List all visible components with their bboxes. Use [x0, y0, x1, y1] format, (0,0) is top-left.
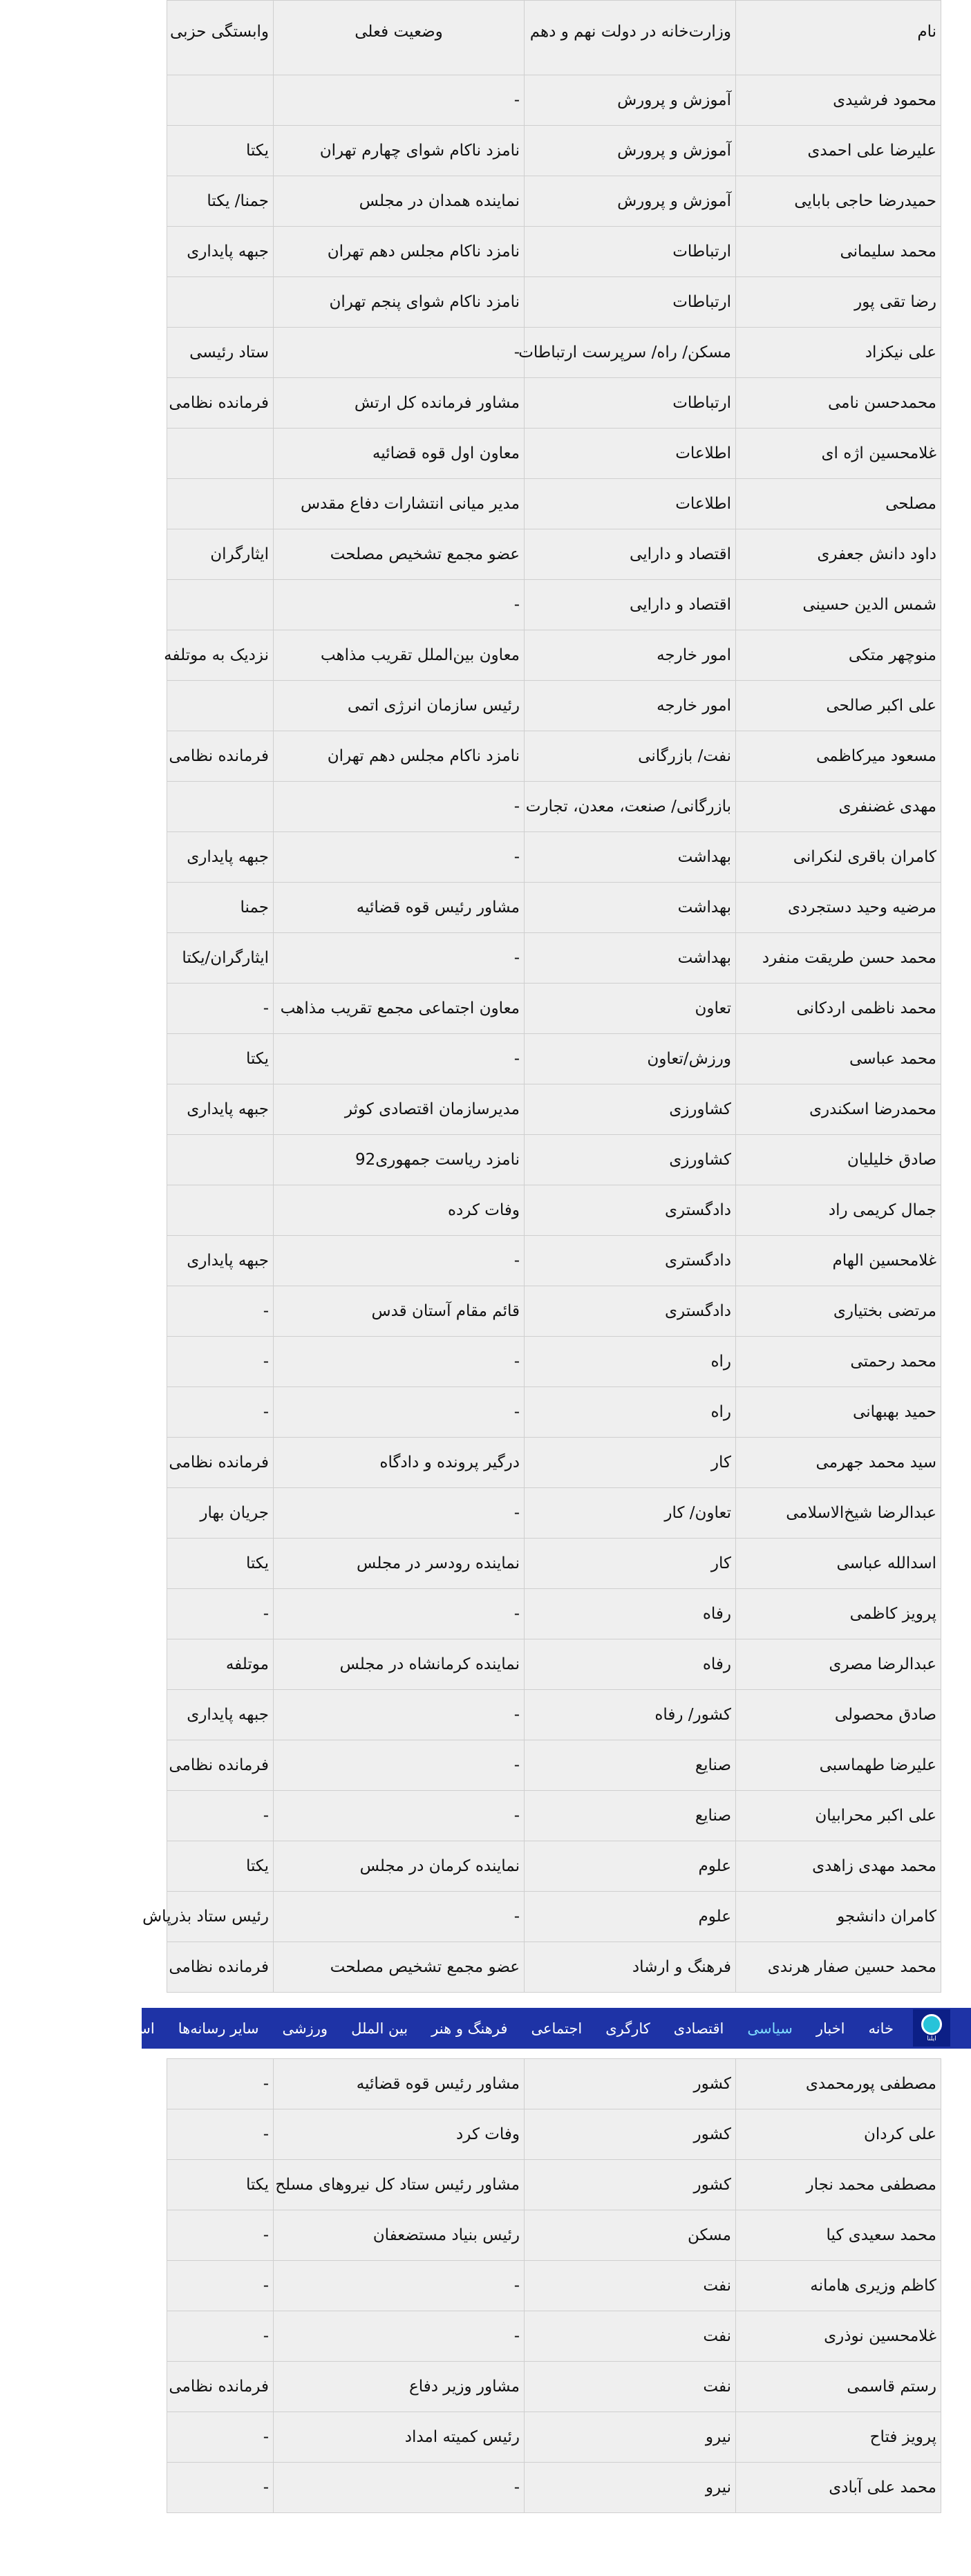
- cell-name: علی اکبر محرابیان: [736, 1791, 941, 1841]
- cell-ministry: بهداشت: [525, 883, 736, 933]
- logo-mark-icon: [921, 2014, 942, 2035]
- cell-ministry: کشور: [525, 2109, 736, 2160]
- table-row: [167, 2362, 941, 2412]
- table-row: [167, 2412, 941, 2463]
- cell-party: -: [167, 1387, 274, 1438]
- cell-name: حمیدرضا حاجی بابایی: [736, 176, 941, 227]
- cell-name: حمید بهبهانی: [736, 1387, 941, 1438]
- cell-party: -: [167, 1791, 274, 1841]
- cell-name: مهدی غضنفری: [736, 782, 941, 832]
- nav-item-1[interactable]: اخبار: [816, 2020, 845, 2037]
- table-lower: [167, 2058, 941, 2513]
- cell-party: -: [167, 984, 274, 1034]
- table-row: [167, 277, 941, 328]
- cell-ministry: کار: [525, 1438, 736, 1488]
- cell-name: داود دانش جعفری: [736, 529, 941, 580]
- table-row: [167, 1084, 941, 1135]
- cell-status: -: [274, 2311, 525, 2362]
- table-row: [167, 782, 941, 832]
- cell-ministry: ورزش/تعاون: [525, 1034, 736, 1084]
- cell-status: مشاور وزیر دفاع: [274, 2362, 525, 2412]
- cell-ministry: آموزش و پرورش: [525, 126, 736, 176]
- cell-name: پرویز فتاح: [736, 2412, 941, 2463]
- cell-party: -: [167, 1589, 274, 1639]
- cell-ministry: اطلاعات: [525, 479, 736, 529]
- table-row: [167, 1438, 941, 1488]
- table-row: [167, 580, 941, 630]
- cell-ministry: علوم: [525, 1841, 736, 1892]
- logo-text: ایلنا: [927, 2035, 936, 2042]
- cell-name: مصطفی محمد نجار: [736, 2160, 941, 2210]
- cell-name: کاظم وزیری هامانه: [736, 2261, 941, 2311]
- cell-status: -: [274, 1488, 525, 1539]
- cell-ministry: بهداشت: [525, 832, 736, 883]
- cell-status: مشاور رئیس ستاد کل نیروهای مسلح: [274, 2160, 525, 2210]
- cell-status: وفات کرد: [274, 2109, 525, 2160]
- cell-status: -: [274, 1034, 525, 1084]
- table-header-row: [167, 1, 941, 75]
- table-row: [167, 1185, 941, 1236]
- cell-ministry: رفاه: [525, 1639, 736, 1690]
- cell-ministry: علوم: [525, 1892, 736, 1942]
- cell-status: معاون اجتماعی مجمع تقریب مذاهب: [274, 984, 525, 1034]
- cell-status: نامزد ریاست جمهوری92: [274, 1135, 525, 1185]
- table-row: [167, 328, 941, 378]
- cell-status: نامزد ناکام شوای پنجم تهران: [274, 277, 525, 328]
- cell-status: نامزد ناکام مجلس دهم تهران: [274, 731, 525, 782]
- cell-ministry: امور خارجه: [525, 681, 736, 731]
- cell-ministry: اقتصاد و دارایی: [525, 529, 736, 580]
- cell-name: رستم قاسمی: [736, 2362, 941, 2412]
- cell-status: -: [274, 1589, 525, 1639]
- cell-name: محمد سعیدی کیا: [736, 2210, 941, 2261]
- nav-item-6[interactable]: فرهنگ و هنر: [431, 2020, 508, 2037]
- cell-ministry: بهداشت: [525, 933, 736, 984]
- cell-status: معاون بین‌الملل تقریب مذاهب: [274, 630, 525, 681]
- table-row: [167, 1034, 941, 1084]
- cell-party: [167, 1185, 274, 1236]
- cell-ministry: صنایع: [525, 1791, 736, 1841]
- cell-name: غلامحسین اژه ای: [736, 429, 941, 479]
- cell-party: فرمانده نظامی: [167, 1740, 274, 1791]
- cell-status: نماینده کرمانشاه در مجلس: [274, 1639, 525, 1690]
- cell-name: صادق محصولی: [736, 1690, 941, 1740]
- table-row: [167, 1387, 941, 1438]
- cell-name: محمد رحمتی: [736, 1337, 941, 1387]
- cell-status: نماینده همدان در مجلس: [274, 176, 525, 227]
- cell-ministry: بازرگانی/ صنعت، معدن، تجارت: [525, 782, 736, 832]
- cell-party: یکتا: [167, 1539, 274, 1589]
- cell-ministry: مسکن: [525, 2210, 736, 2261]
- table-row: [167, 479, 941, 529]
- cell-name: مسعود میرکاظمی: [736, 731, 941, 782]
- cell-status: مدیر میانی انتشارات دفاع مقدس: [274, 479, 525, 529]
- table-row: [167, 1791, 941, 1841]
- table-row: [167, 2059, 941, 2109]
- cell-ministry: نفت: [525, 2261, 736, 2311]
- cell-name: محمد سلیمانی: [736, 227, 941, 277]
- cell-status: مدیرسازمان اقتصادی کوثر: [274, 1084, 525, 1135]
- cell-party: یکتا: [167, 126, 274, 176]
- cell-party: جبهه پایداری: [167, 227, 274, 277]
- site-navbar: [11, 2008, 971, 2049]
- table-row: [167, 1740, 941, 1791]
- cell-status: -: [274, 1690, 525, 1740]
- cell-status: -: [274, 2463, 525, 2513]
- table-row: [167, 731, 941, 782]
- cell-ministry: نفت/ بازرگانی: [525, 731, 736, 782]
- cell-party: -: [167, 1337, 274, 1387]
- cell-ministry: نیرو: [525, 2463, 736, 2513]
- nav-item-0[interactable]: خانه: [868, 2020, 894, 2037]
- cell-name: غلامحسین الهام: [736, 1236, 941, 1286]
- nav-item-5[interactable]: اجتماعی: [531, 2020, 583, 2037]
- cell-party: جمنا: [167, 883, 274, 933]
- table-row: [167, 1337, 941, 1387]
- cell-party: فرمانده نظامی: [167, 1942, 274, 1993]
- cell-name: مرتضی بختیاری: [736, 1286, 941, 1337]
- cell-status: معاون اول قوه قضائیه: [274, 429, 525, 479]
- cell-status: عضو مجمع تشخیص مصلحت: [274, 1942, 525, 1993]
- table-row: [167, 832, 941, 883]
- cell-name: علی کردان: [736, 2109, 941, 2160]
- cell-name: سید محمد جهرمی: [736, 1438, 941, 1488]
- nav-item-11[interactable]: چندرسانه‌ای: [11, 2020, 84, 2037]
- cell-status: رئیس کمیته امداد: [274, 2412, 525, 2463]
- cell-status: نماینده رودسر در مجلس: [274, 1539, 525, 1589]
- table-row: [167, 2210, 941, 2261]
- cell-name: علیرضا علی احمدی: [736, 126, 941, 176]
- cell-status: -: [274, 580, 525, 630]
- cell-party: -: [167, 2109, 274, 2160]
- cell-status: -: [274, 75, 525, 126]
- cell-status: رئیس بنیاد مستضعفان: [274, 2210, 525, 2261]
- cell-party: جبهه پایداری: [167, 1236, 274, 1286]
- cell-status: مشاور رئیس قوه قضائیه: [274, 2059, 525, 2109]
- cell-ministry: آموزش و پرورش: [525, 176, 736, 227]
- cell-party: [167, 429, 274, 479]
- cell-name: غلامحسین نوذری: [736, 2311, 941, 2362]
- cell-name: رضا تقی پور: [736, 277, 941, 328]
- cell-party: -: [167, 2059, 274, 2109]
- cell-name: علی نیکزاد: [736, 328, 941, 378]
- cell-party: رئیس ستاد بذرپاش: [167, 1892, 274, 1942]
- header-status: وضعیت فعلی: [274, 1, 525, 75]
- cell-ministry: اقتصاد و دارایی: [525, 580, 736, 630]
- cell-party: یکتا: [167, 1034, 274, 1084]
- cell-name: مصطفی پورمحمدی: [736, 2059, 941, 2109]
- nav-item-8[interactable]: ورزشی: [282, 2020, 328, 2037]
- cell-party: جمنا/ یکتا: [167, 176, 274, 227]
- table-row: [167, 1589, 941, 1639]
- cell-name: محمد ناظمی اردکانی: [736, 984, 941, 1034]
- cell-name: اسدالله عباسی: [736, 1539, 941, 1589]
- cell-ministry: نفت: [525, 2311, 736, 2362]
- cell-status: -: [274, 328, 525, 378]
- cell-ministry: کشور: [525, 2160, 736, 2210]
- cell-ministry: تعاون/ کار: [525, 1488, 736, 1539]
- cell-status: -: [274, 933, 525, 984]
- cell-status: -: [274, 1740, 525, 1791]
- table-row: [167, 126, 941, 176]
- cell-name: علی اکبر صالحی: [736, 681, 941, 731]
- cell-ministry: کار: [525, 1539, 736, 1589]
- table-row: [167, 2109, 941, 2160]
- table-row: [167, 933, 941, 984]
- cell-party: -: [167, 2261, 274, 2311]
- cell-name: پرویز کاظمی: [736, 1589, 941, 1639]
- cell-party: [167, 681, 274, 731]
- cell-status: وفات کرده: [274, 1185, 525, 1236]
- cell-ministry: راه: [525, 1337, 736, 1387]
- cell-status: -: [274, 1791, 525, 1841]
- table-row: [167, 2463, 941, 2513]
- cell-status: -: [274, 1387, 525, 1438]
- cell-status: مشاور فرمانده کل ارتش: [274, 378, 525, 429]
- cell-ministry: دادگستری: [525, 1185, 736, 1236]
- cell-status: مشاور رئیس قوه قضائیه: [274, 883, 525, 933]
- cell-name: محمدحسن نامی: [736, 378, 941, 429]
- cell-party: ایثارگران/یکتا: [167, 933, 274, 984]
- cell-party: موتلفه: [167, 1639, 274, 1690]
- cell-ministry: کشور/ رفاه: [525, 1690, 736, 1740]
- cell-party: -: [167, 2210, 274, 2261]
- cell-ministry: تعاون: [525, 984, 736, 1034]
- site-logo[interactable]: [913, 2009, 950, 2047]
- nav-item-10[interactable]: استان‌ها: [106, 2020, 155, 2037]
- cell-name: محمد عباسی: [736, 1034, 941, 1084]
- cell-party: [167, 782, 274, 832]
- nav-item-2[interactable]: سیاسی: [747, 2020, 793, 2037]
- cell-status: نامزد ناکام مجلس دهم تهران: [274, 227, 525, 277]
- cell-ministry: امور خارجه: [525, 630, 736, 681]
- cell-name: صادق خلیلیان: [736, 1135, 941, 1185]
- cell-party: [167, 75, 274, 126]
- cell-ministry: صنایع: [525, 1740, 736, 1791]
- cell-name: محمد مهدی زاهدی: [736, 1841, 941, 1892]
- cell-party: نزدیک به موتلفه: [167, 630, 274, 681]
- cell-ministry: اطلاعات: [525, 429, 736, 479]
- table-upper: [142, 0, 941, 1993]
- nav-item-9[interactable]: سایر رسانه‌ها: [178, 2020, 259, 2037]
- table-row: [167, 176, 941, 227]
- table-row: [167, 1690, 941, 1740]
- cell-ministry: کشاورزی: [525, 1135, 736, 1185]
- cell-name: محمد حسن طریقت منفرد: [736, 933, 941, 984]
- cell-ministry: دادگستری: [525, 1286, 736, 1337]
- cell-name: محمدرضا اسکندری: [736, 1084, 941, 1135]
- table-row: [167, 1135, 941, 1185]
- cell-ministry: نفت: [525, 2362, 736, 2412]
- cell-party: ستاد رئیسی: [167, 328, 274, 378]
- cell-status: درگیر پرونده و دادگاه: [274, 1438, 525, 1488]
- cell-status: نامزد ناکام شوای چهارم تهران: [274, 126, 525, 176]
- table-row: [167, 681, 941, 731]
- cell-status: نماینده کرمان در مجلس: [274, 1841, 525, 1892]
- cell-name: علیرضا طهماسبی: [736, 1740, 941, 1791]
- cell-party: ایثارگران: [167, 529, 274, 580]
- table-row: [167, 883, 941, 933]
- cell-status: رئیس سازمان انرژی اتمی: [274, 681, 525, 731]
- cell-name: کامران باقری لنکرانی: [736, 832, 941, 883]
- cell-party: جریان بهار: [167, 1488, 274, 1539]
- table-row: [167, 1639, 941, 1690]
- cell-name: شمس الدین حسینی: [736, 580, 941, 630]
- cell-ministry: راه: [525, 1387, 736, 1438]
- cell-party: -: [167, 2412, 274, 2463]
- cell-name: عبدالرضا شیخ‌الاسلامی: [736, 1488, 941, 1539]
- nav-item-4[interactable]: کارگری: [605, 2020, 650, 2037]
- table-row: [167, 1286, 941, 1337]
- cell-name: محمد علی آبادی: [736, 2463, 941, 2513]
- nav-item-7[interactable]: بین الملل: [351, 2020, 408, 2037]
- cell-party: فرمانده نظامی: [167, 378, 274, 429]
- cell-ministry: رفاه: [525, 1589, 736, 1639]
- table-row: [167, 1488, 941, 1539]
- table-row: [167, 378, 941, 429]
- cell-name: محمود فرشیدی: [736, 75, 941, 126]
- cell-status: -: [274, 832, 525, 883]
- header-name: نام: [736, 1, 941, 75]
- table-row: [167, 1942, 941, 1993]
- cell-status: -: [274, 782, 525, 832]
- cell-party: -: [167, 1286, 274, 1337]
- cell-party: یکتا: [167, 1841, 274, 1892]
- header-ministry: وزارت‌خانه در دولت نهم و دهم: [525, 1, 736, 75]
- table-row: [167, 2311, 941, 2362]
- cell-ministry: ارتباطات: [525, 227, 736, 277]
- cell-ministry: فرهنگ و ارشاد: [525, 1942, 736, 1993]
- cell-party: -: [167, 2311, 274, 2362]
- cell-party: یکتا: [167, 2160, 274, 2210]
- table-row: [167, 1539, 941, 1589]
- table-row: [167, 1892, 941, 1942]
- cell-party: -: [167, 2463, 274, 2513]
- cell-status: عضو مجمع تشخیص مصلحت: [274, 529, 525, 580]
- table-row: [167, 227, 941, 277]
- header-party: وابستگی حزبی: [167, 1, 274, 75]
- cell-party: [167, 277, 274, 328]
- table-row: [167, 984, 941, 1034]
- cell-ministry: ارتباطات: [525, 277, 736, 328]
- cell-ministry: کشاورزی: [525, 1084, 736, 1135]
- nav-menu: [0, 2008, 905, 2049]
- cell-ministry: ارتباطات: [525, 378, 736, 429]
- cell-party: [167, 479, 274, 529]
- table-row: [167, 529, 941, 580]
- table-row: [167, 429, 941, 479]
- cell-name: منوچهر متکی: [736, 630, 941, 681]
- cell-ministry: نیرو: [525, 2412, 736, 2463]
- cell-status: -: [274, 1337, 525, 1387]
- cell-name: عبدالرضا مصری: [736, 1639, 941, 1690]
- cell-ministry: کشور: [525, 2059, 736, 2109]
- cell-ministry: دادگستری: [525, 1236, 736, 1286]
- cell-status: قائم مقام آستان قدس: [274, 1286, 525, 1337]
- cell-name: مرضیه وحید دستجردی: [736, 883, 941, 933]
- table-row: [167, 1236, 941, 1286]
- table-row: [167, 1841, 941, 1892]
- cell-party: [167, 1135, 274, 1185]
- cell-ministry: مسکن/ راه/ سرپرست ارتباطات: [525, 328, 736, 378]
- cell-party: جبهه پایداری: [167, 1084, 274, 1135]
- cell-party: جبهه پایداری: [167, 832, 274, 883]
- cell-name: مصلحی: [736, 479, 941, 529]
- table-row: [167, 75, 941, 126]
- cell-party: [167, 580, 274, 630]
- cell-status: -: [274, 1236, 525, 1286]
- cell-name: کامران دانشجو: [736, 1892, 941, 1942]
- cell-party: جبهه پایداری: [167, 1690, 274, 1740]
- table-row: [167, 2160, 941, 2210]
- cell-party: فرمانده نظامی: [167, 731, 274, 782]
- cell-party: فرمانده نظامی: [167, 2362, 274, 2412]
- cell-status: -: [274, 1892, 525, 1942]
- table-row: [167, 2261, 941, 2311]
- cell-name: جمال کریمی راد: [736, 1185, 941, 1236]
- cell-ministry: آموزش و پرورش: [525, 75, 736, 126]
- cell-status: -: [274, 2261, 525, 2311]
- table-row: [167, 630, 941, 681]
- cell-name: محمد حسین صفار هرندی: [736, 1942, 941, 1993]
- nav-item-3[interactable]: اقتصادی: [673, 2020, 724, 2037]
- cell-party: فرمانده نظامی: [167, 1438, 274, 1488]
